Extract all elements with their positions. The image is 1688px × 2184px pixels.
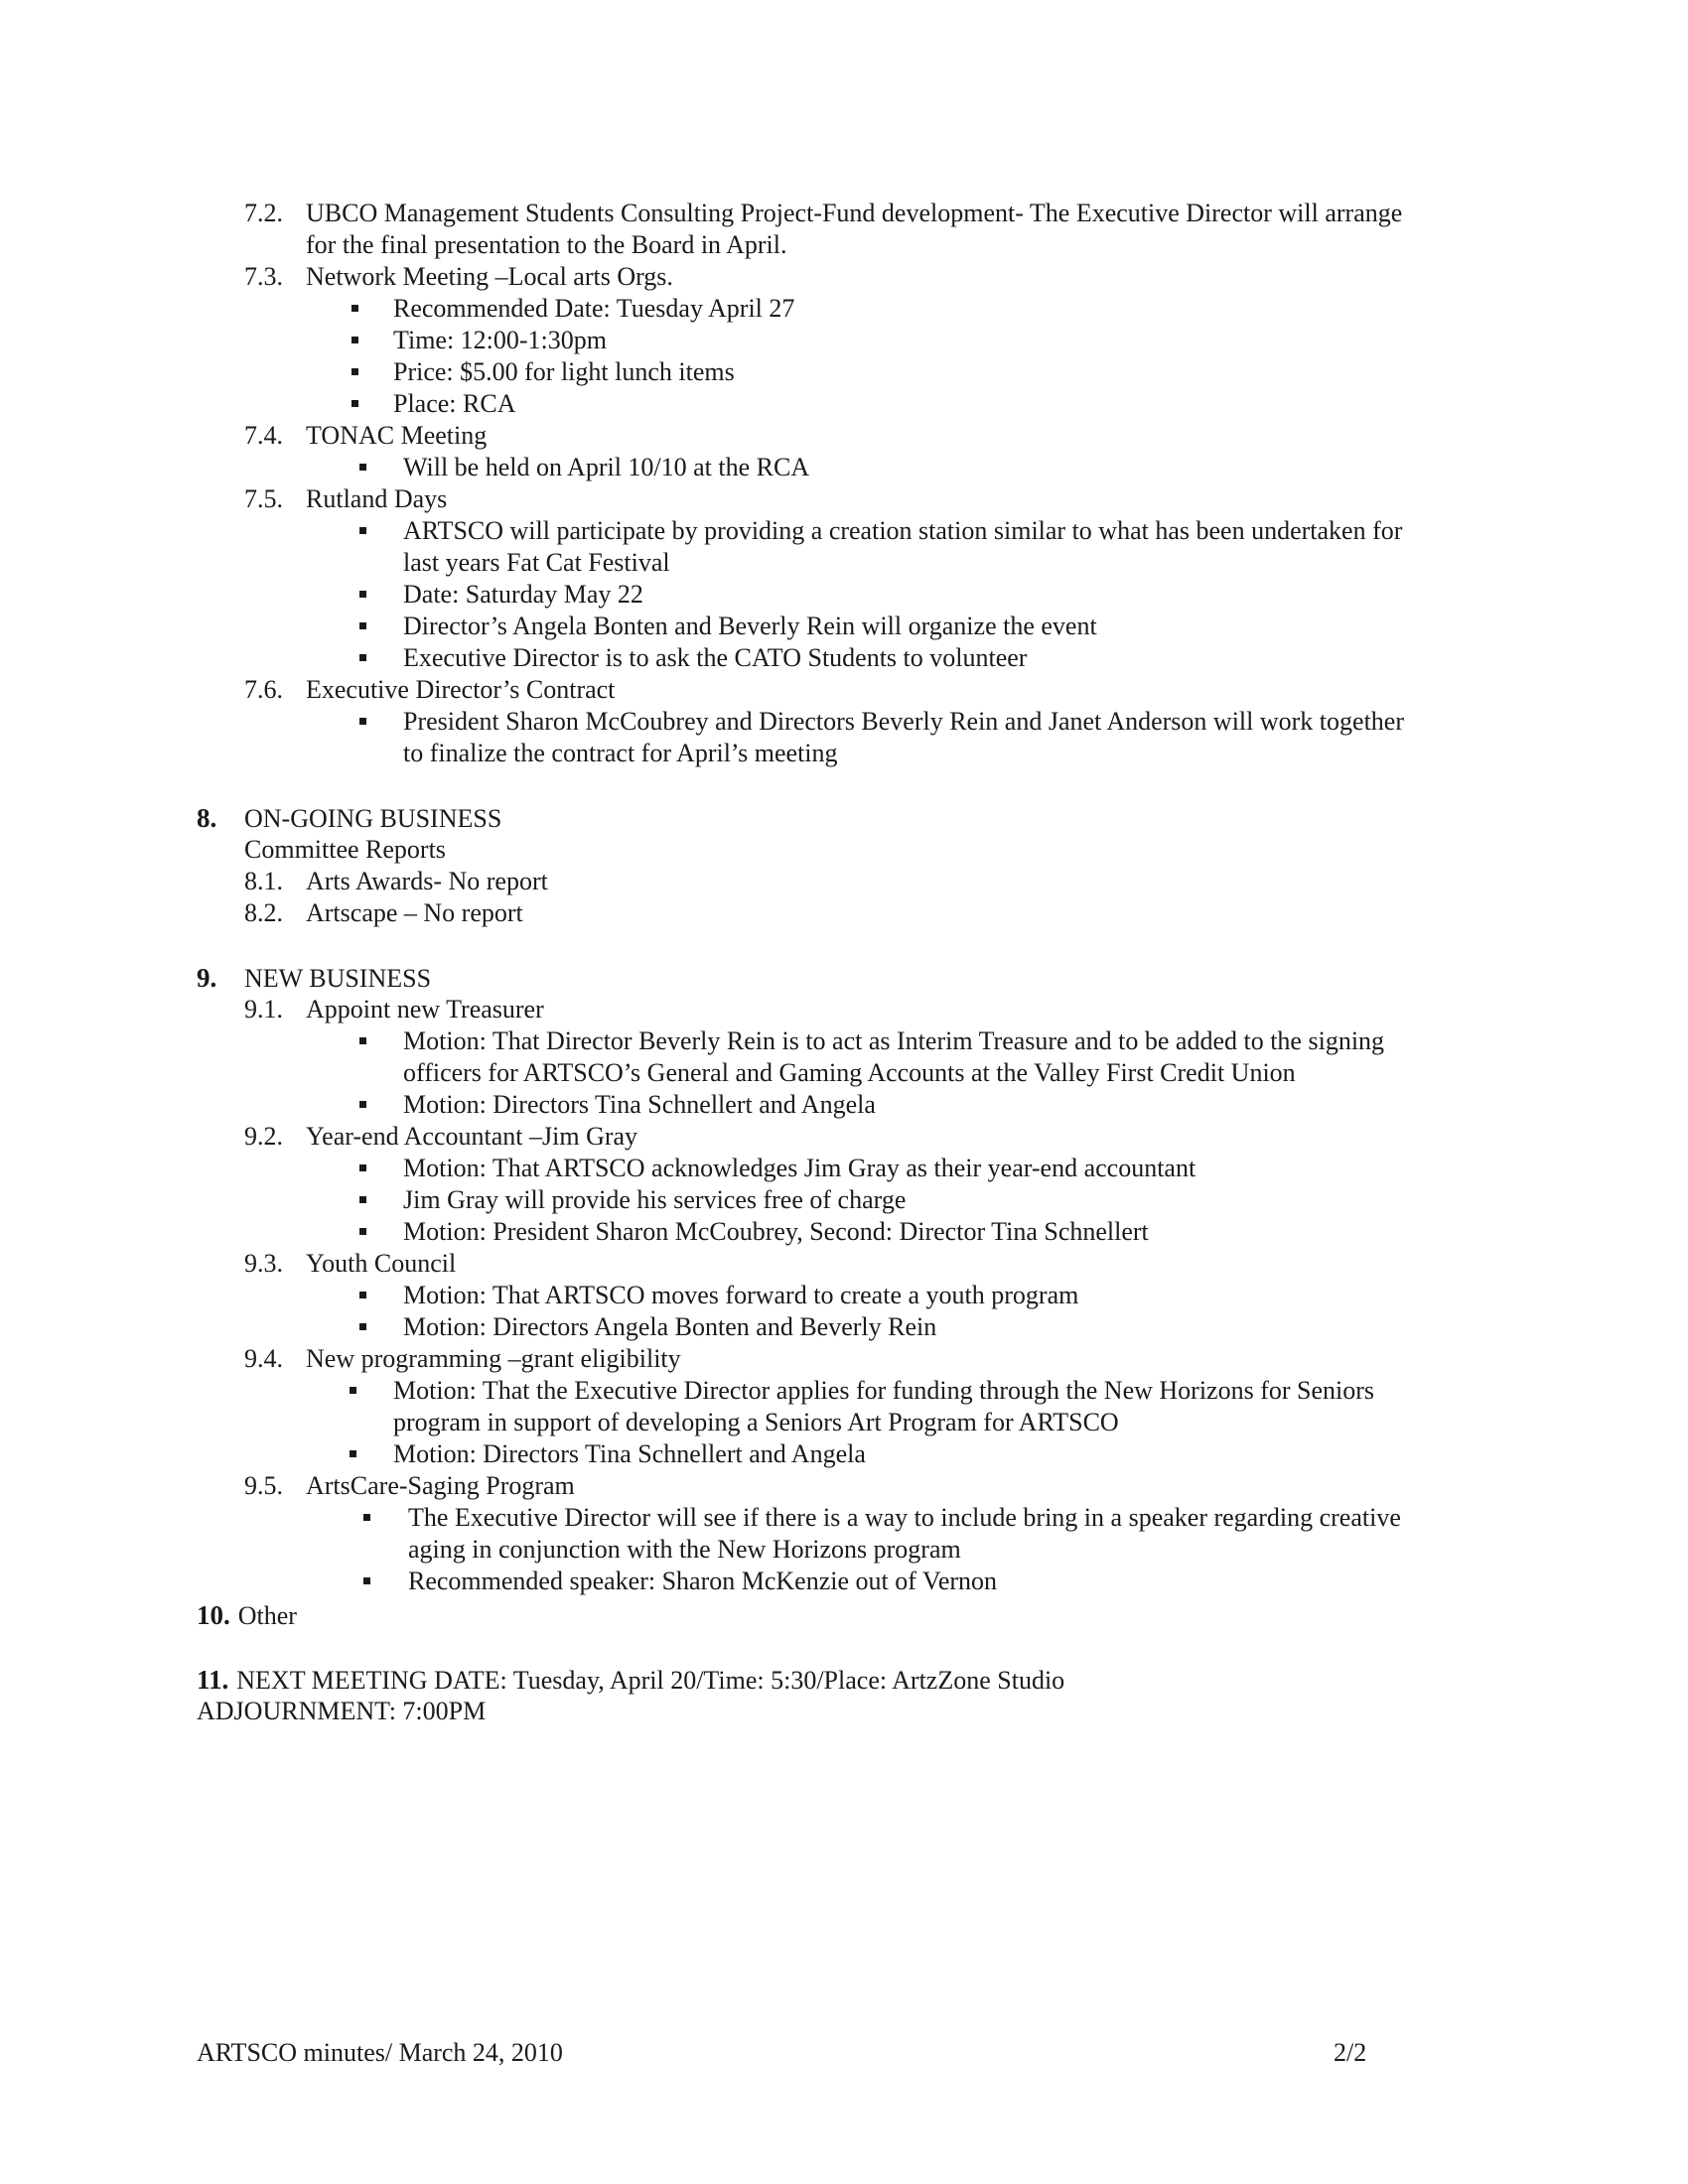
item-text: Artscape – No report [306, 898, 523, 927]
bullet-text: Recommended Date: Tuesday April 27 [393, 294, 795, 323]
section-title: Other [237, 1601, 297, 1630]
bullet-icon [359, 1164, 366, 1171]
bullet-text: Motion: President Sharon McCoubrey, Second: Director Tina Schnellert [403, 1217, 1149, 1246]
bullet-icon [359, 622, 366, 629]
bullet-icon [359, 718, 366, 725]
bullet-item [352, 293, 794, 325]
bullet-item [359, 579, 643, 611]
bullet-text: Time: 12:00-1:30pm [393, 326, 608, 354]
bullet-text: Motion: That Director Beverly Rein is to act as Interim Treasure and to be added to the signing [403, 1026, 1385, 1055]
item-text: Network Meeting –Local arts Orgs. [306, 262, 673, 291]
section-number: 9. [197, 963, 217, 993]
bullet-item [359, 706, 1404, 738]
bullet-text-continued: aging in conjunction with the New Horizons program [408, 1535, 961, 1564]
item-text: Arts Awards- No report [306, 867, 548, 895]
item-number: 9.4. [244, 1344, 283, 1373]
item-7-2-continued: for the final presentation to the Board in April. [306, 230, 787, 259]
bullet-item [359, 452, 809, 483]
item-number: 8.2. [244, 898, 283, 927]
item-number: 7.4. [244, 421, 283, 450]
bullet-item [359, 1153, 1196, 1184]
section-9-heading [197, 962, 431, 995]
bullet-item [359, 1311, 936, 1343]
item-7-3 [244, 261, 673, 293]
item-9-2 [244, 1121, 637, 1153]
bullet-item [359, 1184, 906, 1216]
item-text: UBCO Management Students Consulting Project-Fund development- The Executive Director will arrange [306, 199, 1403, 227]
item-text: New programming –grant eligibility [306, 1344, 681, 1373]
bullet-item [350, 1375, 1374, 1407]
section-title: ON-GOING BUSINESS [244, 804, 502, 833]
bullet-text: President Sharon McCoubrey and Directors Beverly Rein and Janet Anderson will work together [403, 707, 1404, 736]
bullet-text: Price: $5.00 for light lunch items [393, 357, 735, 386]
bullet-icon [352, 337, 358, 343]
bullet-text: Jim Gray will provide his services free of charge [403, 1185, 907, 1214]
committee-reports-label: Committee Reports [244, 835, 446, 864]
section-title: NEW BUSINESS [244, 964, 432, 993]
item-text: Year-end Accountant –Jim Gray [306, 1122, 638, 1151]
bullet-text: The Executive Director will see if there is a way to include bring in a speaker regarding creative [408, 1503, 1401, 1532]
bullet-icon [350, 1387, 356, 1394]
bullet-text: Executive Director is to ask the CATO Students to volunteer [403, 643, 1028, 672]
bullet-item [359, 1089, 876, 1121]
bullet-text-continued: to finalize the contract for April’s meeting [403, 739, 838, 767]
item-9-1 [244, 994, 544, 1025]
bullet-text: Motion: Directors Tina Schnellert and Angela [403, 1090, 876, 1119]
item-number: 8.1. [244, 867, 283, 895]
bullet-icon [359, 1037, 366, 1044]
item-text: ArtsCare-Saging Program [306, 1471, 575, 1500]
bullet-icon [352, 400, 358, 407]
item-7-2 [244, 198, 1402, 229]
bullet-text: Place: RCA [393, 389, 516, 418]
bullet-icon [352, 305, 358, 312]
item-8-2 [244, 897, 523, 929]
bullet-icon [359, 1196, 366, 1203]
bullet-text: Will be held on April 10/10 at the RCA [403, 453, 810, 481]
section-number: 11. [197, 1665, 229, 1695]
bullet-icon [359, 1101, 366, 1108]
item-8-1 [244, 866, 548, 897]
item-number: 9.1. [244, 995, 283, 1024]
bullet-item [352, 325, 607, 356]
item-text: Youth Council [306, 1249, 457, 1278]
bullet-text-continued: officers for ARTSCO’s General and Gaming Accounts at the Valley First Credit Union [403, 1058, 1296, 1087]
bullet-text: Motion: That ARTSCO acknowledges Jim Gray as their year-end accountant [403, 1154, 1196, 1182]
bullet-item [359, 611, 1097, 642]
item-7-4 [244, 420, 487, 452]
bullet-icon [359, 464, 366, 471]
bullet-item [363, 1566, 997, 1597]
bullet-text: Director’s Angela Bonten and Beverly Rein will organize the event [403, 612, 1097, 640]
item-text: Appoint new Treasurer [306, 995, 544, 1024]
item-number: 9.2. [244, 1122, 283, 1151]
bullet-item [359, 1280, 1078, 1311]
bullet-icon [363, 1514, 370, 1521]
section-number: 10. [197, 1600, 230, 1630]
bullet-text: Motion: Directors Tina Schnellert and Angela [393, 1439, 866, 1468]
item-9-3 [244, 1248, 456, 1280]
bullet-item [363, 1502, 1401, 1534]
item-number: 7.2. [244, 199, 283, 227]
bullet-text: Motion: That ARTSCO moves forward to create a youth program [403, 1281, 1079, 1309]
bullet-icon [350, 1450, 356, 1457]
item-9-5 [244, 1470, 575, 1502]
bullet-text-continued: last years Fat Cat Festival [403, 548, 670, 577]
item-number: 9.3. [244, 1249, 283, 1278]
bullet-icon [359, 1292, 366, 1298]
item-number: 7.3. [244, 262, 283, 291]
item-7-6 [244, 674, 615, 706]
footer-document-title: ARTSCO minutes/ March 24, 2010 [197, 2038, 563, 2067]
footer-page-number: 2/2 [1334, 2038, 1367, 2067]
item-text: Rutland Days [306, 484, 448, 513]
item-text: TONAC Meeting [306, 421, 488, 450]
section-11-heading [197, 1664, 1064, 1697]
item-9-4 [244, 1343, 681, 1375]
bullet-text-continued: program in support of developing a Seniors Art Program for ARTSCO [393, 1408, 1119, 1436]
bullet-item [359, 515, 1402, 547]
section-8-heading [197, 802, 501, 835]
bullet-icon [359, 527, 366, 534]
item-number: 7.6. [244, 675, 283, 704]
bullet-text: Motion: Directors Angela Bonten and Beverly Rein [403, 1312, 937, 1341]
bullet-icon [359, 1228, 366, 1235]
adjournment: ADJOURNMENT: 7:00PM [197, 1697, 487, 1725]
bullet-text: Motion: That the Executive Director applies for funding through the New Horizons for Seniors [393, 1376, 1375, 1405]
item-number: 7.5. [244, 484, 283, 513]
bullet-icon [359, 591, 366, 598]
bullet-item [359, 642, 1027, 674]
bullet-item [352, 388, 516, 420]
item-number: 9.5. [244, 1471, 283, 1500]
item-text: Executive Director’s Contract [306, 675, 616, 704]
bullet-text: Date: Saturday May 22 [403, 580, 643, 609]
bullet-item [359, 1025, 1384, 1057]
bullet-icon [359, 654, 366, 661]
section-number: 8. [197, 803, 217, 833]
section-title: NEXT MEETING DATE: Tuesday, April 20/Time: 5:30/Place: ArtzZone Studio [236, 1666, 1065, 1695]
section-10-heading [197, 1599, 297, 1632]
bullet-icon [359, 1323, 366, 1330]
bullet-icon [363, 1577, 370, 1584]
bullet-item [352, 356, 735, 388]
bullet-icon [352, 368, 358, 375]
bullet-item [350, 1438, 866, 1470]
item-7-5 [244, 483, 447, 515]
bullet-item [359, 1216, 1149, 1248]
bullet-text: Recommended speaker: Sharon McKenzie out of Vernon [408, 1567, 998, 1595]
bullet-text: ARTSCO will participate by providing a creation station similar to what has been undertaken for [403, 516, 1403, 545]
